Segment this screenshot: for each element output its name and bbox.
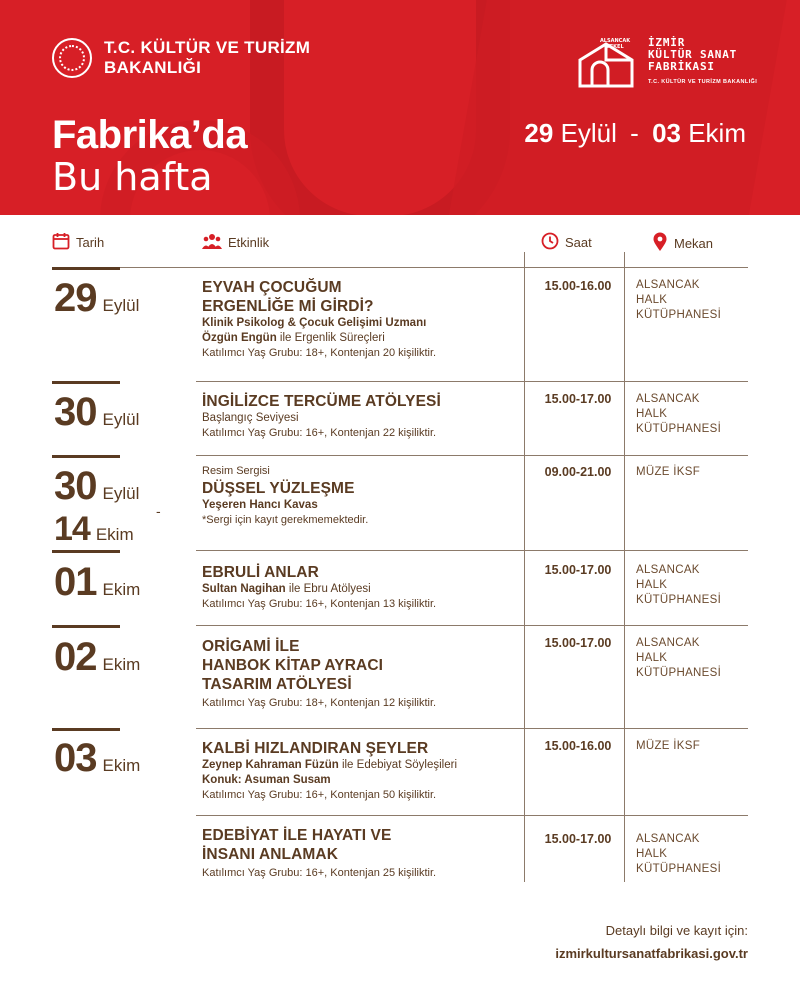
row-date xyxy=(54,738,140,778)
event-title: İNSANI ANLAMAK xyxy=(202,846,339,863)
place-line: HALK xyxy=(636,652,668,664)
place-line: KÜTÜPHANESİ xyxy=(636,667,722,679)
event-host: Zeynep Kahraman Füzün xyxy=(202,759,339,771)
footer-website-link[interactable]: izmirkultursanatfabrikasi.gov.tr xyxy=(555,946,748,961)
event-time: 15.00-16.00 xyxy=(544,279,612,293)
factory-name-line2: KÜLTÜR SANAT xyxy=(648,47,738,61)
event-item xyxy=(202,278,522,361)
place-line: KÜTÜPHANESİ xyxy=(636,863,722,875)
date-month: Ekim xyxy=(95,525,134,544)
place-line: KÜTÜPHANESİ xyxy=(636,423,722,435)
event-artist: Yeşeren Hancı Kavas xyxy=(202,499,318,511)
event-detail: Klinik Psikolog & Çocuk Gelişimi Uzmanı xyxy=(202,317,427,329)
event-item xyxy=(202,464,522,528)
event-category: Resim Sergisi xyxy=(202,465,270,477)
footer-info: Detaylı bilgi ve kayıt için: xyxy=(605,923,748,938)
event-info: Katılımcı Yaş Grubu: 18+, Kontenjan 20 kişiliktir. xyxy=(202,347,437,359)
column-header-tarih xyxy=(52,232,104,253)
factory-name-line1: İZMİR xyxy=(648,35,686,49)
factory-seal-text: ALSANCAK TEKEL xyxy=(599,38,631,50)
date-day: 02 xyxy=(54,635,97,679)
event-item xyxy=(202,739,522,803)
date-day: 03 xyxy=(54,736,97,780)
date-separator-bar xyxy=(52,728,120,731)
place-line: ALSANCAK xyxy=(636,393,700,405)
event-place xyxy=(636,278,721,323)
place-line: HALK xyxy=(636,579,668,591)
event-title: ORİGAMİ İLE xyxy=(202,638,300,655)
column-label: Tarih xyxy=(76,235,105,250)
header-banner xyxy=(0,0,800,215)
title-bold: Fabrika’da xyxy=(52,113,248,157)
date-end-month: Ekim xyxy=(688,118,746,148)
event-time: 15.00-17.00 xyxy=(544,392,612,406)
event-place xyxy=(636,392,721,437)
event-description: ile Ergenlik Süreçleri xyxy=(276,332,385,344)
background-decoration xyxy=(446,0,794,215)
row-date xyxy=(54,466,161,546)
table-divider xyxy=(196,455,748,456)
event-place xyxy=(636,832,721,877)
event-time: 15.00-17.00 xyxy=(544,563,612,577)
event-info: Katılımcı Yaş Grubu: 18+, Kontenjan 12 kişiliktir. xyxy=(202,697,437,709)
event-title: EBRULİ ANLAR xyxy=(202,564,319,581)
event-place xyxy=(636,636,721,681)
event-item xyxy=(202,563,522,612)
place-line: MÜZE İKSF xyxy=(636,740,701,752)
row-date xyxy=(54,562,140,602)
column-label: Etkinlik xyxy=(228,235,270,250)
date-day: 29 xyxy=(54,276,97,320)
date-separator-bar xyxy=(52,550,120,553)
date-start-month: Eylül xyxy=(560,118,617,148)
factory-name-line3: FABRİKASI xyxy=(648,59,715,73)
event-title: DÜŞSEL YÜZLEŞME xyxy=(202,480,355,497)
place-line: KÜTÜPHANESİ xyxy=(636,594,722,606)
date-separator-bar xyxy=(52,455,120,458)
column-divider xyxy=(624,252,625,882)
event-item xyxy=(202,637,522,711)
table-divider xyxy=(196,550,748,551)
calendar-icon xyxy=(52,232,70,253)
date-day: 30 xyxy=(54,390,97,434)
date-month: Ekim xyxy=(102,580,141,599)
date-month: Ekim xyxy=(102,756,141,775)
place-line: HALK xyxy=(636,408,668,420)
date-range-dash: - xyxy=(156,503,161,519)
event-host: Sultan Nagihan xyxy=(202,583,286,595)
event-detail xyxy=(202,331,522,346)
event-place xyxy=(636,465,700,480)
column-header-mekan xyxy=(652,232,713,255)
event-item xyxy=(202,392,522,441)
event-time: 15.00-16.00 xyxy=(544,739,612,753)
footer xyxy=(555,922,748,964)
event-info: Katılımcı Yaş Grubu: 16+, Kontenjan 22 kişiliktir. xyxy=(202,427,437,439)
date-separator-bar xyxy=(52,267,120,270)
place-line: ALSANCAK xyxy=(636,279,700,291)
table-divider xyxy=(52,267,748,268)
clock-icon xyxy=(541,232,559,253)
event-item xyxy=(202,826,522,881)
event-title: EDEBİYAT İLE HAYATI VE xyxy=(202,827,392,844)
date-range xyxy=(524,118,746,149)
date-end-day: 03 xyxy=(652,118,681,148)
date-day: 01 xyxy=(54,560,97,604)
column-label: Mekan xyxy=(674,236,714,251)
date-month: Ekim xyxy=(102,655,141,674)
date-start-day: 29 xyxy=(524,118,554,148)
page-title xyxy=(52,114,247,198)
table-divider xyxy=(196,728,748,729)
location-pin-icon xyxy=(652,232,668,255)
place-line: HALK xyxy=(636,294,668,306)
event-title: EYVAH ÇOCUĞUM xyxy=(202,279,342,296)
event-place xyxy=(636,739,700,754)
event-title: TASARIM ATÖLYESİ xyxy=(202,676,352,693)
table-divider xyxy=(196,815,748,816)
ministry-name xyxy=(104,38,310,78)
date-separator-bar xyxy=(52,625,120,628)
event-detail: Başlangıç Seviyesi xyxy=(202,412,299,424)
factory-subtitle: T.C. KÜLTÜR VE TURİZM BAKANLIĞI xyxy=(648,78,758,85)
event-detail xyxy=(202,758,522,773)
event-info: Katılımcı Yaş Grubu: 16+, Kontenjan 13 kişiliktir. xyxy=(202,598,437,610)
date-day: 30 xyxy=(54,464,97,508)
column-divider xyxy=(524,252,525,882)
ministry-name-line2: BAKANLIĞI xyxy=(104,58,202,77)
event-info: Katılımcı Yaş Grubu: 16+, Kontenjan 50 kişiliktir. xyxy=(202,789,437,801)
event-title: KALBİ HIZLANDIRAN ŞEYLER xyxy=(202,740,429,757)
date-month: Eylül xyxy=(102,410,140,429)
place-line: ALSANCAK xyxy=(636,637,700,649)
event-place xyxy=(636,563,721,608)
event-title: HANBOK KİTAP AYRACI xyxy=(202,657,384,674)
column-label: Saat xyxy=(565,235,592,250)
event-host: Özgün Engün xyxy=(202,332,277,344)
event-description: ile Ebru Atölyesi xyxy=(285,583,371,595)
place-line: ALSANCAK xyxy=(636,564,700,576)
date-day: 14 xyxy=(54,510,90,548)
table-divider xyxy=(196,381,748,382)
column-header-saat xyxy=(541,232,592,253)
column-header-etkinlik xyxy=(202,232,269,253)
factory-name xyxy=(648,37,757,88)
event-time: 09.00-21.00 xyxy=(544,465,612,479)
event-detail xyxy=(202,582,522,597)
place-line: MÜZE İKSF xyxy=(636,466,701,478)
title-light: Bu hafta xyxy=(52,155,213,199)
event-guest: Konuk: Asuman Susam xyxy=(202,774,331,786)
date-separator: - xyxy=(630,118,639,148)
place-line: ALSANCAK xyxy=(636,833,700,845)
date-month: Eylül xyxy=(102,296,140,315)
place-line: HALK xyxy=(636,848,668,860)
ministry-logo xyxy=(52,38,310,78)
event-title: İNGİLİZCE TERCÜME ATÖLYESİ xyxy=(202,393,441,410)
date-month: Eylül xyxy=(102,484,140,503)
event-description: ile Edebiyat Söyleşileri xyxy=(338,759,458,771)
people-icon xyxy=(202,232,222,253)
row-date xyxy=(54,392,139,432)
event-time: 15.00-17.00 xyxy=(544,636,612,650)
ministry-seal-icon xyxy=(52,38,92,78)
event-info: Katılımcı Yaş Grubu: 16+, Kontenjan 25 kişiliktir. xyxy=(202,867,437,879)
ministry-name-line1: T.C. KÜLTÜR VE TURİZM xyxy=(104,38,311,57)
row-date xyxy=(54,637,140,677)
place-line: KÜTÜPHANESİ xyxy=(636,309,722,321)
row-date xyxy=(54,278,139,318)
date-separator-bar xyxy=(52,381,120,384)
event-info: *Sergi için kayıt gerekmemektedir. xyxy=(202,514,369,526)
event-time: 15.00-17.00 xyxy=(544,832,612,846)
event-title: ERGENLİĞE Mİ GİRDİ? xyxy=(202,298,374,315)
table-divider xyxy=(196,625,748,626)
